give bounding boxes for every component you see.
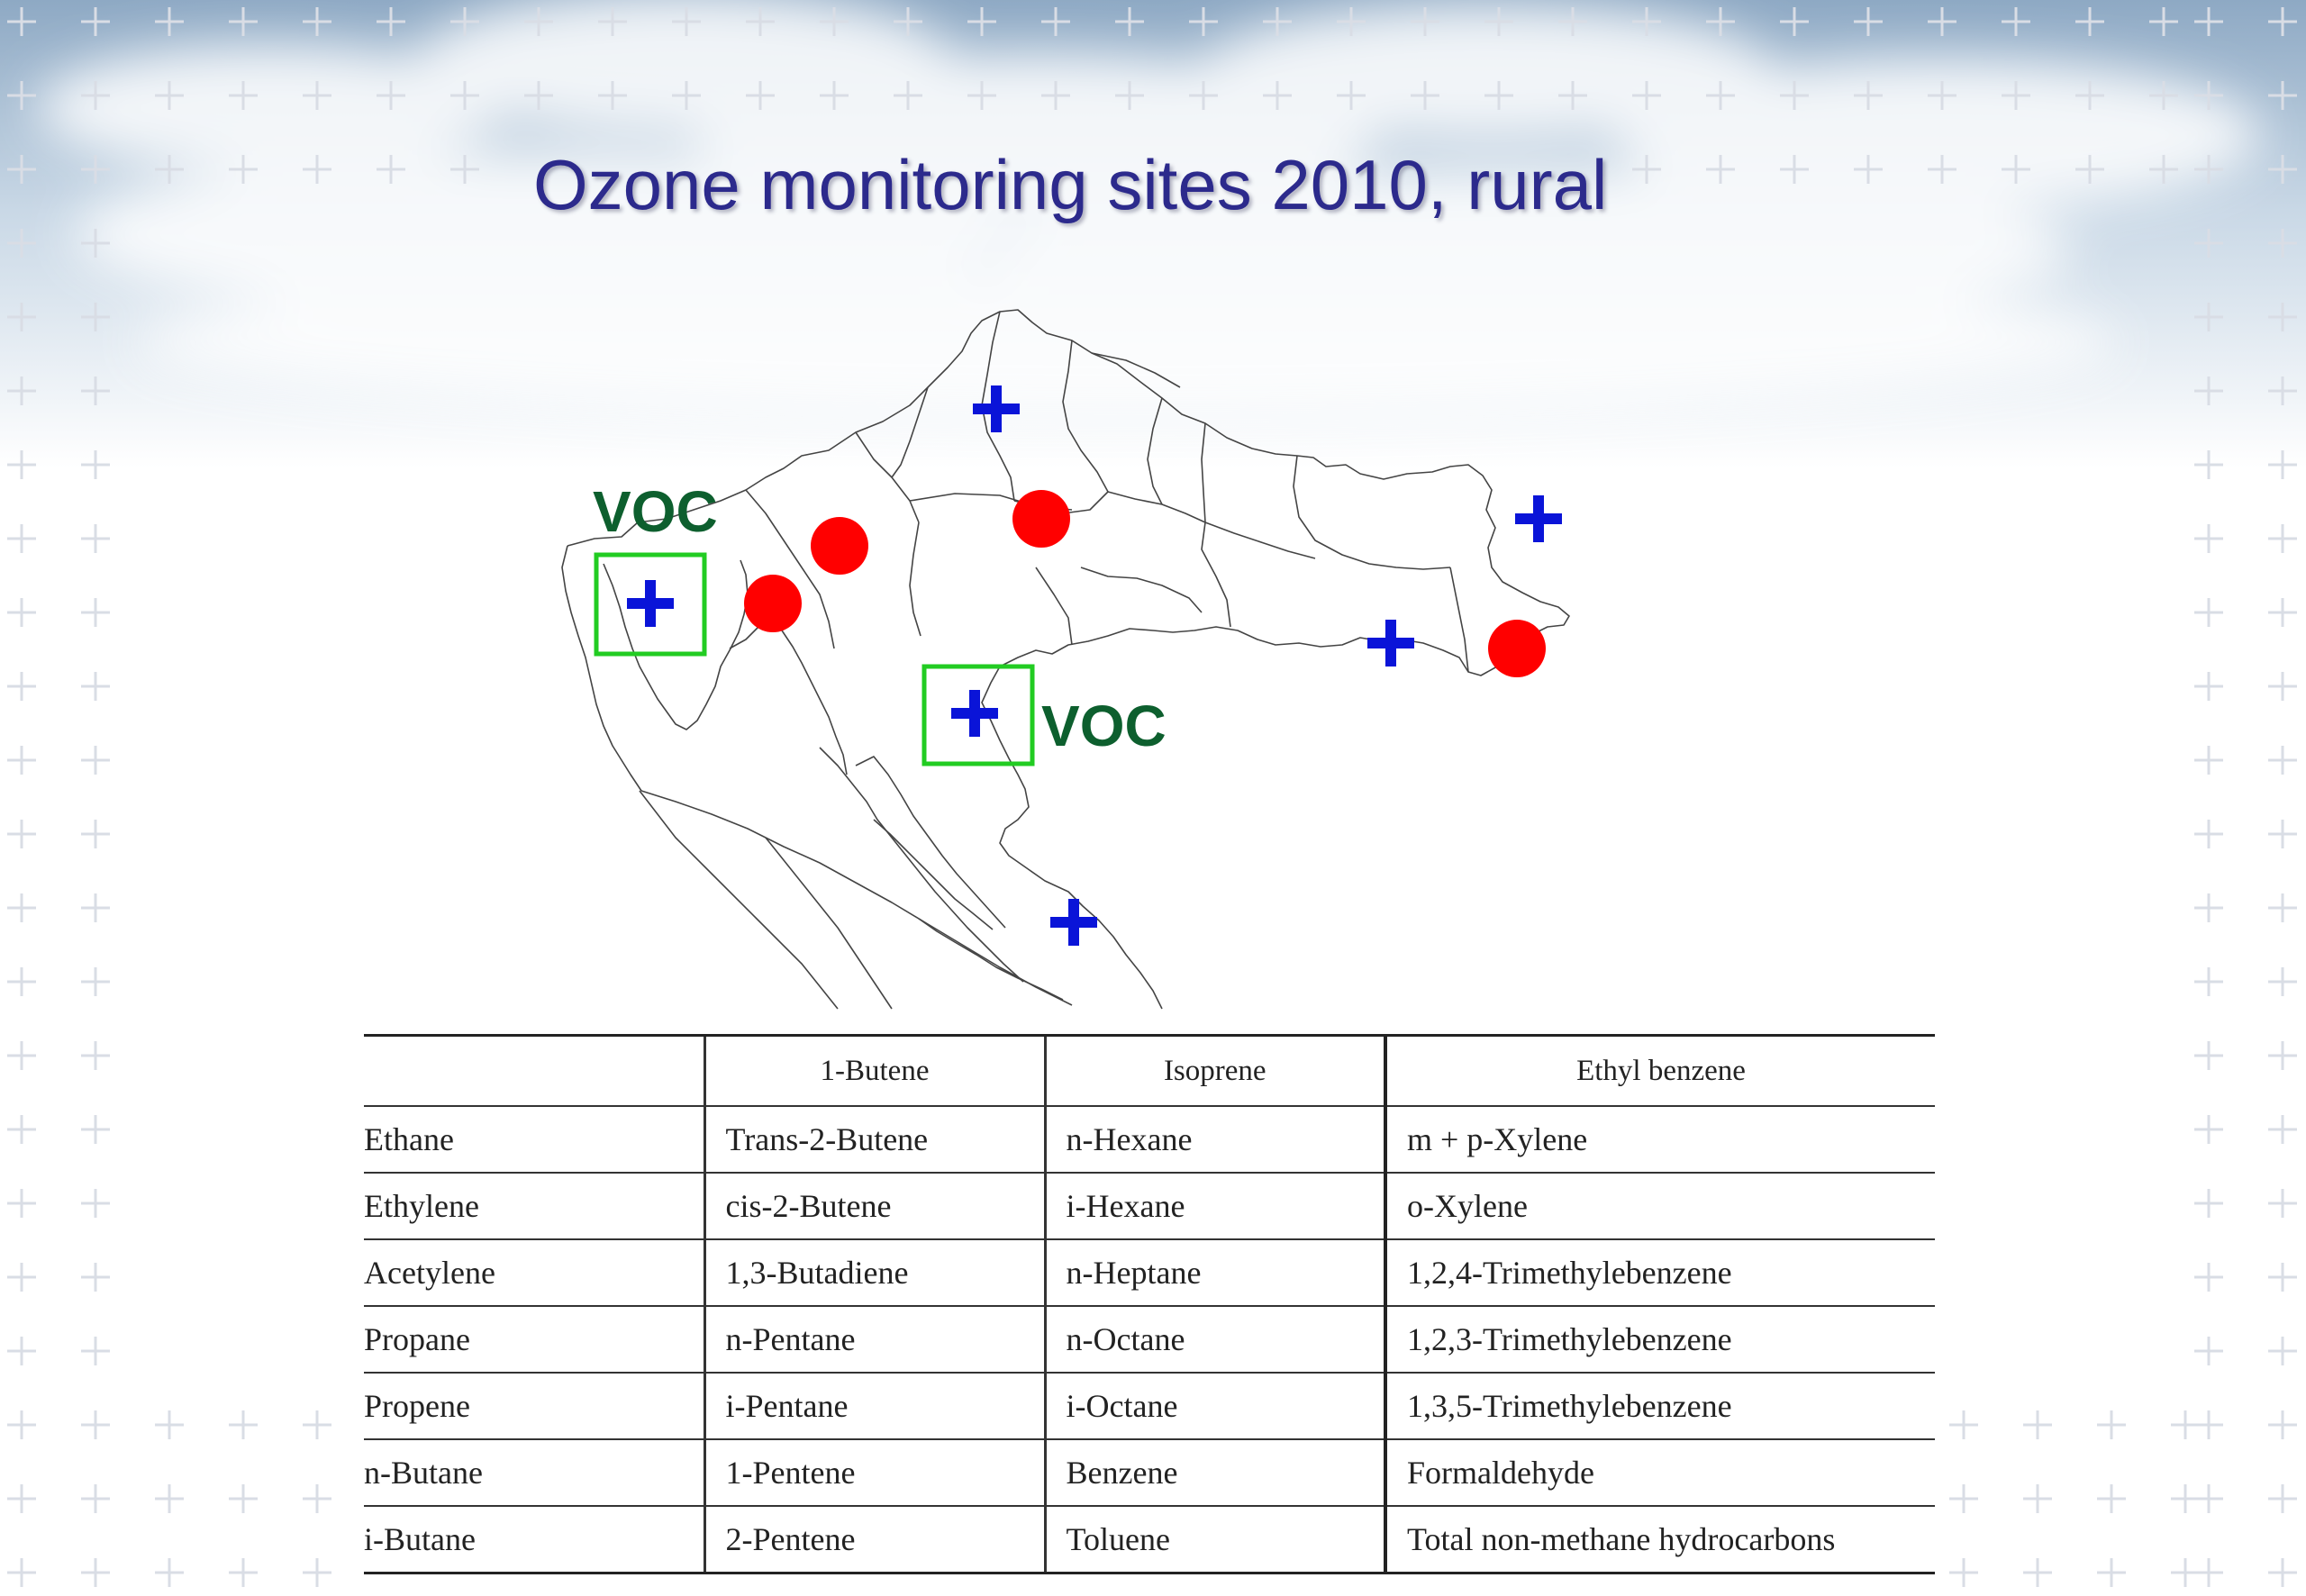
site-plus-marker bbox=[1367, 620, 1414, 667]
table-cell: m + p-Xylene bbox=[1385, 1106, 1935, 1173]
table-header-row bbox=[364, 1036, 1935, 1107]
table-cell: i-Octane bbox=[1045, 1373, 1385, 1439]
table-cell: 1,2,4-Trimethylebenzene bbox=[1385, 1239, 1935, 1306]
table-cell: 1,2,3-Trimethylebenzene bbox=[1385, 1306, 1935, 1373]
table-header-cell: Isoprene bbox=[1045, 1036, 1385, 1107]
table-row bbox=[364, 1506, 1935, 1573]
site-circle-marker bbox=[1488, 620, 1546, 677]
table-header-cell: Ethyl benzene bbox=[1385, 1036, 1935, 1107]
site-plus-marker bbox=[973, 385, 1020, 432]
voc-compounds-table bbox=[364, 1034, 1935, 1574]
table-cell: Trans-2-Butene bbox=[704, 1106, 1045, 1173]
table-header-cell: 1-Butene bbox=[704, 1036, 1045, 1107]
table-cell: n-Octane bbox=[1045, 1306, 1385, 1373]
site-plus-marker bbox=[1050, 899, 1097, 946]
table-cell: o-Xylene bbox=[1385, 1173, 1935, 1239]
table-cell: Benzene bbox=[1045, 1439, 1385, 1506]
site-plus-marker bbox=[1515, 495, 1562, 542]
table-row bbox=[364, 1306, 1935, 1373]
table-cell: n-Pentane bbox=[704, 1306, 1045, 1373]
table-cell: n-Butane bbox=[364, 1439, 704, 1506]
circle-markers bbox=[744, 490, 1546, 677]
table-cell: n-Hexane bbox=[1045, 1106, 1385, 1173]
table-row bbox=[364, 1439, 1935, 1506]
site-plus-marker bbox=[951, 690, 998, 737]
table-cell: cis-2-Butene bbox=[704, 1173, 1045, 1239]
table-cell: 1,3-Butadiene bbox=[704, 1239, 1045, 1306]
table-row bbox=[364, 1373, 1935, 1439]
table-row bbox=[364, 1173, 1935, 1239]
table-cell: Total non-methane hydrocarbons bbox=[1385, 1506, 1935, 1573]
table-cell: 1-Pentene bbox=[704, 1439, 1045, 1506]
table-row bbox=[364, 1239, 1935, 1306]
table-cell: i-Pentane bbox=[704, 1373, 1045, 1439]
table-cell: Propene bbox=[364, 1373, 704, 1439]
site-plus-marker bbox=[627, 580, 674, 627]
table-row bbox=[364, 1106, 1935, 1173]
table-cell: Propane bbox=[364, 1306, 704, 1373]
table-cell: 1,3,5-Trimethylebenzene bbox=[1385, 1373, 1935, 1439]
table-cell: i-Butane bbox=[364, 1506, 704, 1573]
slide-title: Ozone monitoring sites 2010, rural bbox=[533, 145, 1608, 224]
table-cell: i-Hexane bbox=[1045, 1173, 1385, 1239]
table-cell: n-Heptane bbox=[1045, 1239, 1385, 1306]
table-header-cell bbox=[364, 1036, 704, 1107]
table-cell: Acetylene bbox=[364, 1239, 704, 1306]
voc-label-central: VOC bbox=[1041, 694, 1167, 758]
voc-label-west: VOC bbox=[593, 479, 718, 544]
table-cell: Formaldehyde bbox=[1385, 1439, 1935, 1506]
croatia-map bbox=[531, 297, 1666, 1018]
table-cell: Ethylene bbox=[364, 1173, 704, 1239]
table-cell: 2-Pentene bbox=[704, 1506, 1045, 1573]
table-cell: Toluene bbox=[1045, 1506, 1385, 1573]
site-circle-marker bbox=[811, 517, 868, 575]
map-outline bbox=[562, 310, 1569, 1009]
site-circle-marker bbox=[744, 575, 802, 632]
table-cell: Ethane bbox=[364, 1106, 704, 1173]
site-circle-marker bbox=[1012, 490, 1070, 548]
